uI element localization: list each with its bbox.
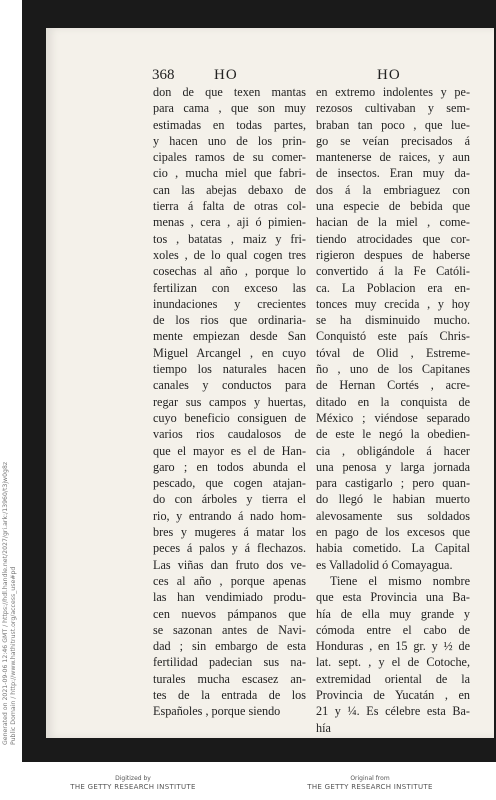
text-line: can las abejas debaxo de (153, 182, 306, 197)
text-line: que el mayor es el de Han- (153, 443, 306, 458)
text-line: turales mucha escasez an- (153, 671, 306, 686)
text-line: tos , batatas , maiz y fri- (153, 231, 306, 246)
text-line: rio, y entrando á nado hom- (153, 508, 306, 523)
text-line: en pago de los excesos que (316, 525, 470, 540)
text-line: para castigarlo ; pero quan- (316, 476, 470, 491)
running-header (152, 67, 462, 85)
text-line: para cama , que son muy (153, 101, 306, 116)
text-line: tierra á falta de otras col- (153, 199, 306, 214)
text-line: tes de la entrada de los (153, 687, 306, 702)
page-number: 368 (152, 67, 175, 83)
right-text-column (316, 84, 470, 736)
text-line: Tiene el mismo nombre (330, 573, 470, 588)
text-line: do llegó le habian muerto (316, 492, 470, 507)
text-line: Conquistó este país Chris- (316, 329, 470, 344)
text-line: garo ; en todos abunda el (153, 459, 306, 474)
text-line: go se veían precisados á (316, 133, 470, 148)
text-line: Miguel Arcangel , en cuyo (153, 345, 306, 360)
text-line: es Valladolid ó Comayagua. (316, 557, 453, 572)
text-line: convertido á la Fe Católi- (316, 264, 470, 279)
text-line: México ; viéndose separado (316, 410, 470, 425)
text-line: braban tan poco , que lue- (316, 117, 470, 132)
text-line: do con árboles y tierra el (153, 492, 306, 507)
text-line: de los rios que ordinaria- (153, 313, 306, 328)
text-line: una especie de bebida que (316, 199, 470, 214)
text-line: alevosamente sus soldados (316, 508, 470, 523)
text-line: cosechas al año , porque lo (153, 264, 306, 279)
text-line: varios rios caudalosos de (153, 427, 306, 442)
text-line: las han vendimiado produ- (153, 590, 306, 605)
text-line: Honduras , en 15 gr. y ½ de (316, 639, 470, 654)
sidenote (2, 462, 18, 745)
text-line: menas , cera , aji ó pimien- (153, 215, 306, 230)
text-line: Provincia de Yucatán , en (316, 687, 470, 702)
text-line: estimadas en todas partes, (153, 117, 306, 132)
text-line: de insectos. Eran muy da- (316, 166, 470, 181)
text-line: mente empiezan desde San (153, 329, 306, 344)
digitized-by-label: Digitized by (115, 775, 151, 782)
digitized-credit (48, 775, 218, 792)
text-line: ño , uno de los Capitanes (316, 362, 470, 377)
left-text-column (153, 84, 306, 720)
text-line: cuyo beneficio consiguen de (153, 410, 306, 425)
text-line: de Hernan Cortés , acre- (316, 378, 470, 393)
text-line: hacian de la miel , come- (316, 215, 470, 230)
text-line: tiempo los naturales hacen (153, 362, 306, 377)
text-line: fertilizan con exceso las (153, 280, 306, 295)
text-line: pescado, que cogen atajan- (153, 476, 306, 491)
left-headword: HO (214, 67, 238, 83)
sidenote-line-1: Generated on 2021-09-06 12:46 GMT / https://hdl.handle.net/2027/gri.ark:/13960/t3jw0g8z (2, 461, 9, 745)
text-line: don de que texen mantas (153, 85, 306, 99)
text-line: una penosa y larga jornada (316, 459, 470, 474)
footer (0, 775, 496, 800)
text-line: cio , mucha miel que fabri- (153, 166, 306, 181)
text-line: hía (316, 720, 331, 735)
text-line: rezosos cultivaban y sem- (316, 101, 470, 116)
text-line: lat. sept. , y el de Cotoche, (316, 655, 470, 670)
text-line: hía de ella muy grande y (316, 606, 470, 621)
right-headword: HO (377, 67, 401, 83)
text-line: bres y mugeres á matar los (153, 525, 306, 540)
text-line: fertilidad padecian sus na- (153, 655, 306, 670)
text-line: dad ; sin embargo de esta (153, 639, 306, 654)
text-line: y hacen uno de los prin- (153, 133, 306, 148)
text-line: ca. La Poblacion era en- (316, 280, 470, 295)
text-line: Las viñas dan fruto dos ve- (153, 557, 306, 572)
original-from-label: Original from (350, 775, 390, 782)
original-credit (280, 775, 460, 792)
text-line: canales y conductos para (153, 378, 306, 393)
text-line: cen nuevos pámpanos que (153, 606, 306, 621)
text-line: cómoda entre el cabo de (316, 622, 470, 637)
text-line: inundaciones y crecientes (153, 296, 306, 311)
text-line: tóval de Olid , Estreme- (316, 345, 470, 360)
text-line: cipales ramos de su comer- (153, 150, 306, 165)
text-line: 21 y ¼. Es célebre esta Ba- (316, 704, 470, 719)
original-holder-name: THE GETTY RESEARCH INSTITUTE (307, 783, 433, 791)
sidenote-line-2: Public Domain / http://www.hathitrust.org/access_use#pd (10, 566, 17, 745)
digitizer-name: THE GETTY RESEARCH INSTITUTE (70, 783, 196, 791)
text-line: rigieron despues de haberse (316, 247, 470, 262)
text-line: extremidad oriental de la (316, 671, 470, 686)
text-line: tiendo atrocidades que cor- (316, 231, 470, 246)
text-line: cia , obligándole á hacer (316, 443, 470, 458)
text-line: habia cometido. La Capital (316, 541, 470, 556)
text-line: peces á palos y á flechazos. (153, 541, 306, 556)
text-line: ditado en la conquista de (316, 394, 470, 409)
text-line: tonces muy crecida , y hoy (316, 296, 470, 311)
text-line: se ha disminuido mucho. (316, 313, 470, 328)
text-line: de este le negó la obedien- (316, 427, 470, 442)
text-line: mantenerse de raices, y aun (316, 150, 470, 165)
text-line: xoles , de lo qual cogen tres (153, 247, 306, 262)
text-line: que esta Provincia una Ba- (316, 590, 470, 605)
text-line: Españoles , porque siendo (153, 704, 281, 719)
text-line: dos á la embriaguez con (316, 182, 470, 197)
text-line: en extremo indolentes y pe- (316, 85, 470, 99)
text-line: ces al año , porque apenas (153, 573, 306, 588)
text-line: se sazonan antes de Navi- (153, 622, 306, 637)
text-line: regar sus campos y huertas, (153, 394, 306, 409)
